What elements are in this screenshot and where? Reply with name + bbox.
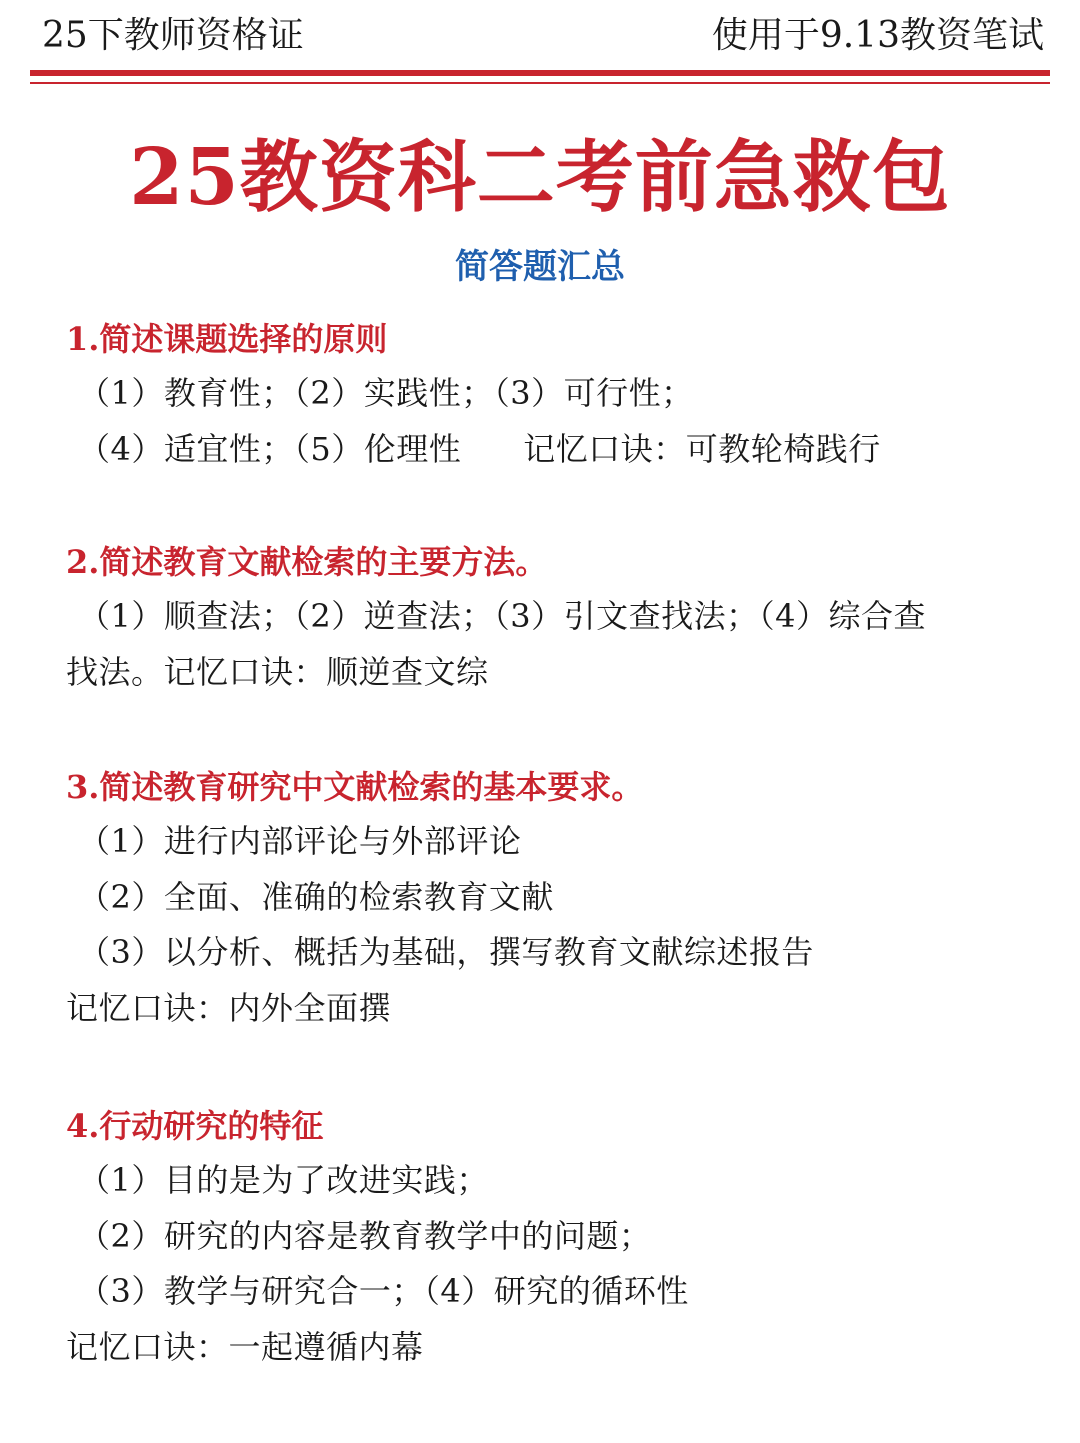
mnemonic-line: 记忆口诀：一起遵循内幕 bbox=[66, 1327, 424, 1366]
answer-line: （3）以分析、概括为基础，撰写教育文献综述报告 bbox=[78, 933, 814, 971]
question-section-1 bbox=[66, 312, 1026, 477]
header-divider-thin bbox=[30, 82, 1050, 84]
header-left-text: 25下教师资格证 bbox=[42, 15, 304, 56]
section-spacer bbox=[66, 1036, 1026, 1099]
answer-line: （1）顺查法；（2）逆查法；（3）引文查找法；（4）综合查 bbox=[78, 597, 926, 635]
header-divider-thick bbox=[30, 70, 1050, 76]
answer-line: （1）目的是为了改进实践； bbox=[78, 1161, 489, 1199]
answer-line: （3）教学与研究合一；（4）研究的循环性 bbox=[78, 1272, 689, 1310]
question-title: 3.简述教育研究中文献检索的基本要求。 bbox=[66, 768, 644, 806]
question-list bbox=[66, 312, 1026, 1375]
answer-line: （1）进行内部评论与外部评论 bbox=[78, 822, 522, 860]
section-spacer bbox=[66, 700, 1026, 760]
answer-text: （4）适宜性；（5）伦理性 bbox=[78, 429, 462, 468]
answer-line: （2）研究的内容是教育教学中的问题； bbox=[78, 1216, 652, 1255]
question-title: 2.简述教育文献检索的主要方法。 bbox=[66, 543, 548, 581]
section-spacer bbox=[66, 477, 1026, 535]
question-section-3 bbox=[66, 760, 1026, 1036]
page-subtitle: 简答题汇总 bbox=[455, 247, 625, 287]
question-section-4 bbox=[66, 1099, 1026, 1375]
answer-line-with-mnemonic bbox=[66, 422, 1026, 478]
question-title: 1.简述课题选择的原则 bbox=[66, 320, 388, 358]
answer-line: 找法。记忆口诀：顺逆查文综 bbox=[66, 652, 489, 691]
answer-line: （1）教育性；（2）实践性；（3）可行性； bbox=[78, 374, 694, 412]
mnemonic-text: 记忆口诀：可教轮椅践行 bbox=[523, 429, 881, 468]
answer-line: （2）全面、准确的检索教育文献 bbox=[78, 877, 554, 916]
page-title: 25教资科二考前急救包 bbox=[129, 132, 951, 223]
mnemonic-line: 记忆口诀：内外全面撰 bbox=[66, 988, 392, 1027]
question-title: 4.行动研究的特征 bbox=[66, 1107, 324, 1145]
page-header bbox=[0, 0, 1080, 70]
question-section-2 bbox=[66, 535, 1026, 700]
header-right-text: 使用于9.13教资笔试 bbox=[711, 15, 1044, 56]
